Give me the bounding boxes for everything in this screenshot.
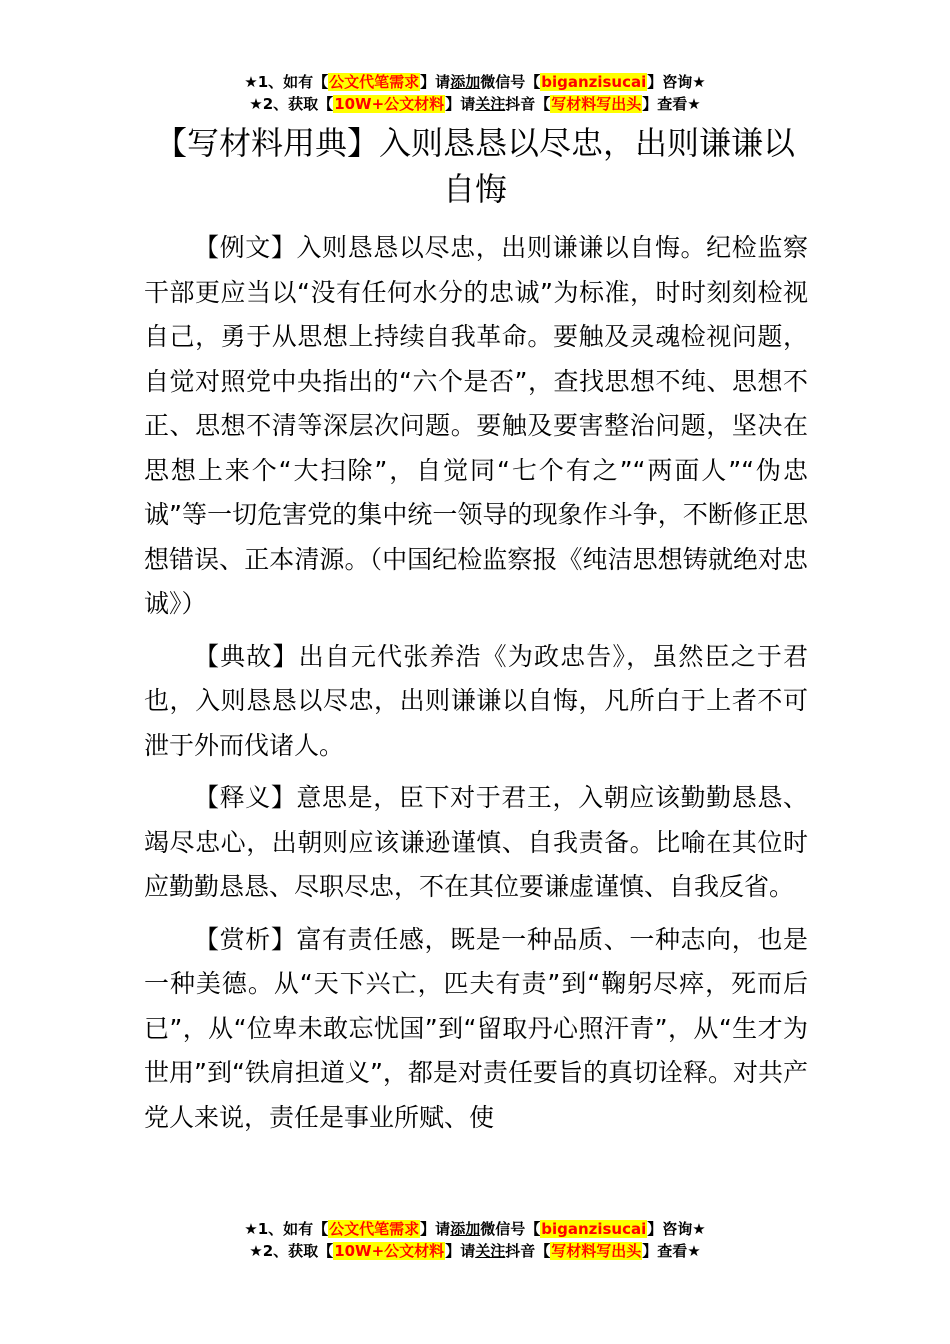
banner-text: 】查看★ [642, 95, 701, 113]
banner-highlight: 公文代笔需求 [329, 73, 420, 91]
banner-underlined-text: 添加 [450, 73, 481, 91]
banner-text: 】查看★ [642, 1242, 701, 1260]
article-body [144, 226, 808, 1148]
banner-line-1 [0, 1218, 950, 1240]
paragraph-example: 【例文】入则恳恳以尽忠，出则谦谦以自悔。纪检监察干部更应当以“没有任何水分的忠诚”为标准，时时刻刻检视自己，勇于从思想上持续自我革命。要触及灵魂检视问题，自觉对照党中央指出的“六个是否”，查找思想不纯、思想不正、思想不清等深层次问题。要触及要害整治问题，坚决在思想上来个“大扫除”，自觉同“七个有之”“两面人”“伪忠诚”等一切危害党的集中统一领导的现象作斗争，不断修正思想错误、正本清源。（中国纪检监察报《纯洁思想铸就绝对忠诚》） [144, 233, 808, 618]
header-banner [0, 71, 950, 115]
banner-text: ★2、获取【 [249, 1242, 334, 1260]
banner-text: 】咨询★ [647, 73, 706, 91]
banner-text: 抖音【 [505, 95, 551, 113]
banner-text: 】请 [445, 1242, 476, 1260]
banner-text: 】请 [420, 1220, 451, 1238]
banner-text: ★1、如有【 [244, 1220, 329, 1238]
banner-highlight: 10W+公文材料 [334, 95, 445, 113]
paragraph-allusion: 【典故】出自元代张养浩《为政忠告》，虽然臣之于君也，入则恳恳以尽忠，出则谦谦以自悔，凡所白于上者不可泄于外而伐诸人。 [144, 641, 808, 760]
banner-text: 微信号【 [480, 73, 541, 91]
paragraph-appreciation: 【赏析】富有责任感，既是一种品质、一种志向，也是一种美德。从“天下兴亡，匹夫有责”到“鞠躬尽瘁，死而后已”，从“位卑未敢忘忧国”到“留取丹心照汗青”，从“生才为世用”到“铁肩担道义”，都是对责任要旨的真切诠释。对共产党人来说，责任是事业所赋、使 [144, 924, 808, 1132]
banner-text: 抖音【 [505, 1242, 551, 1260]
banner-text: 】请 [420, 73, 451, 91]
banner-text: ★2、获取【 [249, 95, 334, 113]
banner-highlight: 10W+公文材料 [334, 1242, 445, 1260]
banner-highlight: biganzisucai [541, 1220, 647, 1238]
paragraph-meaning: 【释义】意思是，臣下对于君王，入朝应该勤勤恳恳、竭尽忠心，出朝则应该谦逊谨慎、自我责备。比喻在其位时应勤勤恳恳、尽职尽忠，不在其位要谦虚谨慎、自我反省。 [144, 783, 808, 901]
banner-line-1 [0, 71, 950, 93]
banner-text: 】请 [445, 95, 476, 113]
banner-text: ★1、如有【 [244, 73, 329, 91]
banner-highlight: 写材料写出头 [551, 95, 642, 113]
banner-line-2 [0, 1240, 950, 1262]
banner-highlight: 写材料写出头 [551, 1242, 642, 1260]
banner-underlined-text: 关注 [475, 95, 506, 113]
banner-underlined-text: 关注 [475, 1242, 506, 1260]
banner-text: 】咨询★ [647, 1220, 706, 1238]
banner-highlight: 公文代笔需求 [329, 1220, 420, 1238]
page-title: 【写材料用典】入则恳恳以尽忠，出则谦谦以自悔 [154, 124, 795, 208]
banner-line-2 [0, 93, 950, 115]
footer-banner [0, 1218, 950, 1262]
banner-underlined-text: 添加 [450, 1220, 481, 1238]
banner-text: 微信号【 [480, 1220, 541, 1238]
banner-highlight: biganzisucai [541, 73, 647, 91]
